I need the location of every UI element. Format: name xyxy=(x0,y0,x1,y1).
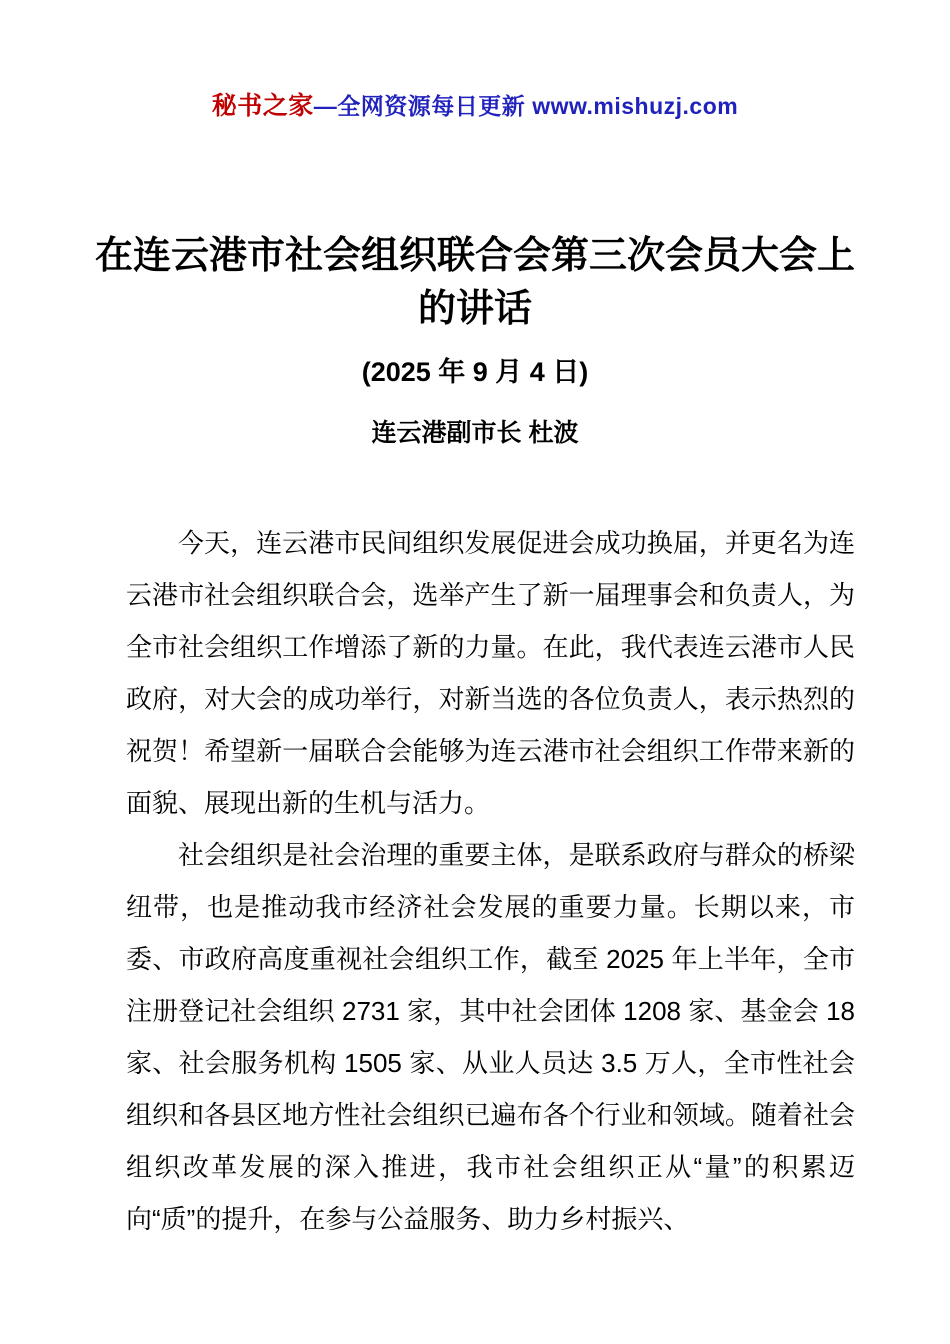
paragraph-2: 社会组织是社会治理的重要主体，是联系政府与群众的桥梁纽带，也是推动我市经济社会发展的重要力量。长期以来，市委、市政府高度重视社会组织工作，截至 2025 年上半年，全市注册登记社会组织 2731 家，其中社会团体 1208 家、基金会 18 家、社会服务机构 1505 家、从业人员达 3.5 万人，全市性社会组织和各县区地方性社会组织已遍布各个行业和领域。随着社会组织改革发展的深入推进，我市社会组织正从“量”的积累迈向“质”的提升，在参与公益服务、助力乡村振兴、 xyxy=(126,840,855,1234)
document-date: (2025 年 9 月 4 日) xyxy=(361,357,589,387)
document-title: 在连云港市社会组织联合会第三次会员大会上的讲话 xyxy=(95,235,856,330)
site-name: 秘书之家 xyxy=(211,92,314,120)
site-tagline: —全网资源每日更新 xyxy=(313,93,533,119)
site-url-link[interactable]: www.mishuzj.com xyxy=(532,93,739,119)
document-body xyxy=(126,517,855,1245)
site-header xyxy=(0,86,950,122)
paragraph-1: 今天，连云港市民间组织发展促进会成功换届，并更名为连云港市社会组织联合会，选举产生了新一届理事会和负责人，为全市社会组织工作增添了新的力量。在此，我代表连云港市人民政府，对大会的成功举行，对新当选的各位负责人，表示热烈的祝贺！希望新一届联合会能够为连云港市社会组织工作带来新的面貌、展现出新的生机与活力。 xyxy=(126,528,855,818)
document-author: 连云港副市长 杜波 xyxy=(371,419,579,447)
